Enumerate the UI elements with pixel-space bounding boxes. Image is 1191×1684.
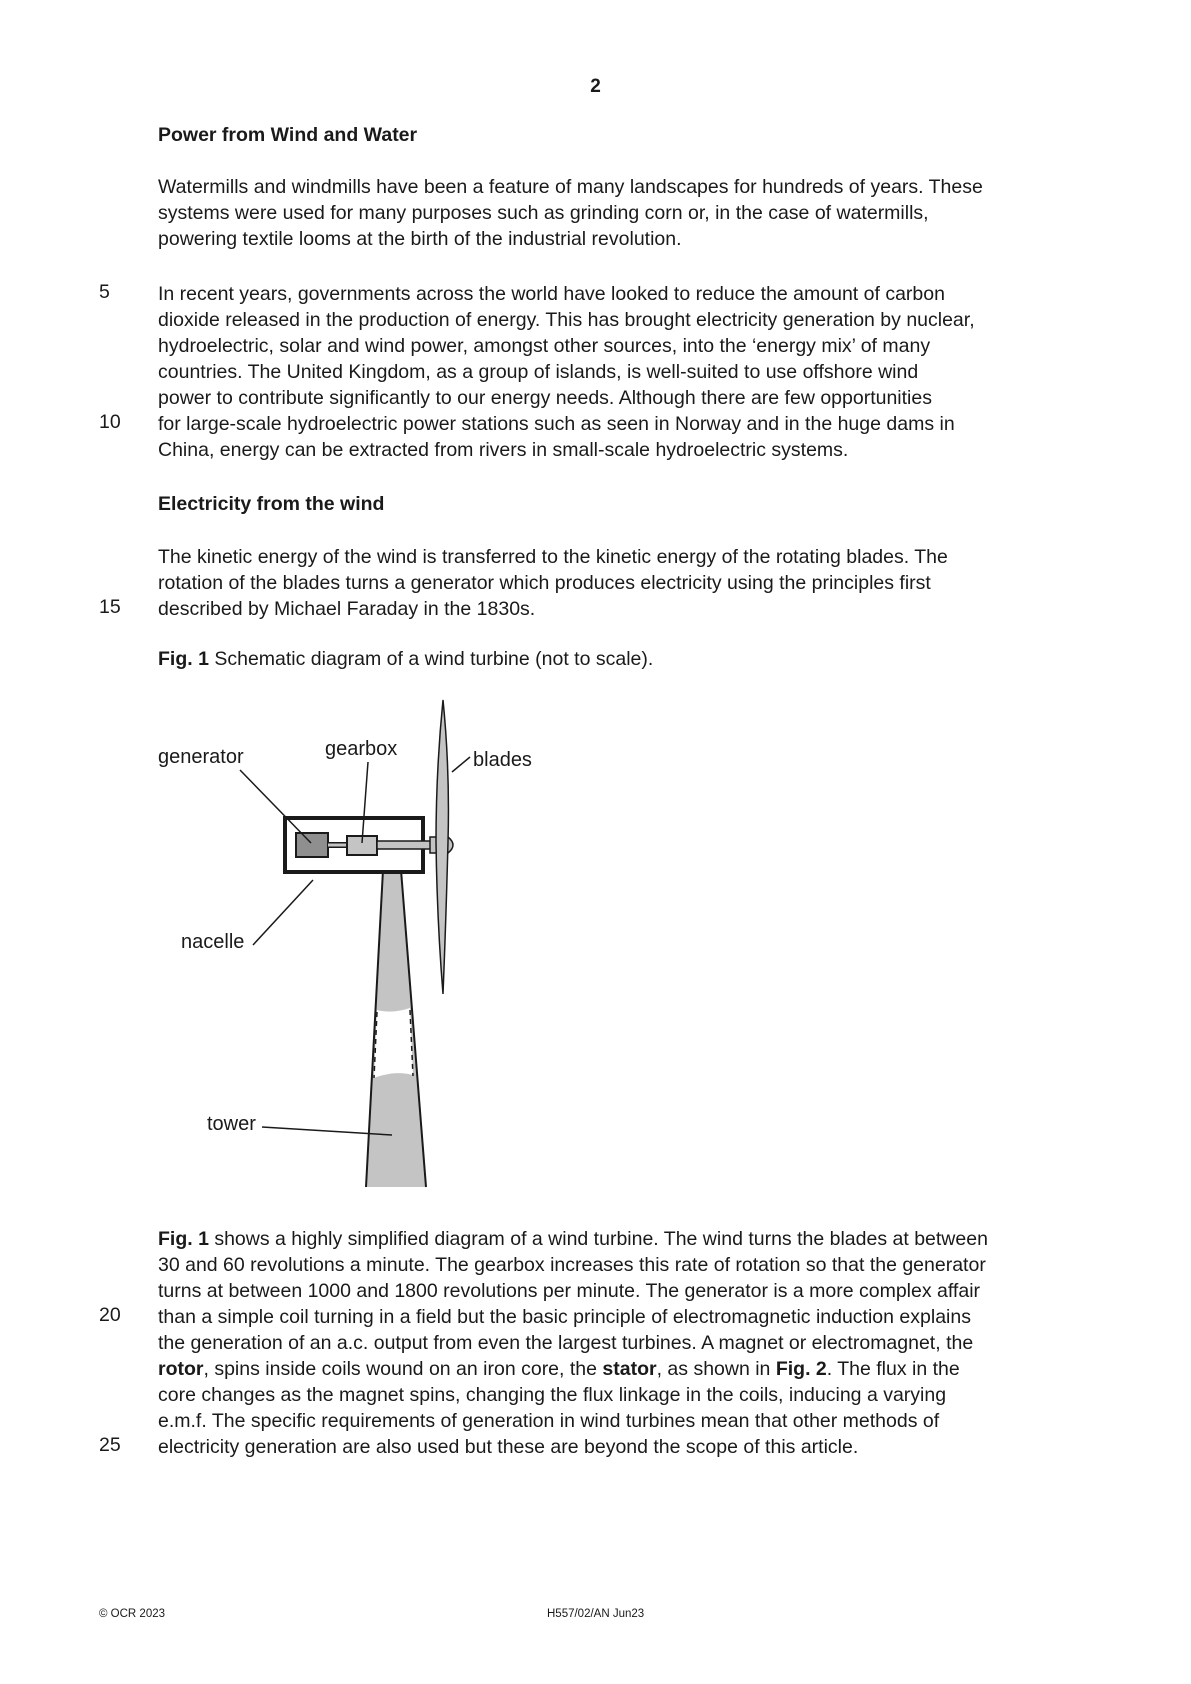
text-line: 30 and 60 revolutions a minute. The gearbox increases this rate of rotation so that the generator [158,1254,986,1276]
leader-nacelle [253,880,313,945]
text-span: . The flux in the [826,1358,960,1380]
page-number: 2 [590,76,601,97]
rotor-term: rotor [158,1358,204,1380]
fig1-reference: Fig. 1 [158,1228,209,1250]
text-span: shows a highly simplified diagram of a wind turbine. The wind turns the blades at between [208,1228,988,1250]
text-line: hydroelectric, solar and wind power, amongst other sources, into the ‘energy mix’ of many [158,335,931,357]
leader-generator [240,770,311,843]
text-line: In recent years, governments across the world have looked to reduce the amount of carbon [158,283,945,305]
figure-label: Fig. 1 [158,648,209,670]
figure-caption-text: Schematic diagram of a wind turbine (not to scale). [208,648,654,670]
blades-shape [436,700,448,994]
label-generator: generator [158,746,244,768]
footer-code: H557/02/AN Jun23 [547,1608,645,1620]
text-line: countries. The United Kingdom, as a group of islands, is well-suited to use offshore wind [158,361,919,383]
footer-copyright: © OCR 2023 [99,1608,166,1620]
text-line: systems were used for many purposes such as grinding corn or, in the case of watermills, [158,202,929,224]
text-line: for large-scale hydroelectric power stations such as seen in Norway and in the huge dams in [158,413,955,435]
stator-term: stator [602,1358,657,1380]
text-line: China, energy can be extracted from rivers in small-scale hydroelectric systems. [158,439,849,461]
text-line: electricity generation are also used but these are beyond the scope of this article. [158,1436,859,1458]
label-blades: blades [473,749,532,771]
text-line: core changes as the magnet spins, changing the flux linkage in the coils, inducing a varying [158,1384,947,1406]
line-number-20: 20 [99,1304,121,1326]
line-number-25: 25 [99,1434,121,1456]
text-line: power to contribute significantly to our energy needs. Although there are few opportunities [158,387,932,409]
text-span: , spins inside coils wound on an iron core, the [203,1358,603,1380]
label-tower: tower [207,1113,256,1135]
text-line: powering textile looms at the birth of the industrial revolution. [158,228,682,250]
fig2-reference: Fig. 2 [775,1358,827,1380]
label-gearbox: gearbox [325,738,398,760]
line-number-15: 15 [99,596,121,618]
text-line: than a simple coil turning in a field but the basic principle of electromagnetic induction explains [158,1306,971,1328]
paragraph-fig1-description [158,1226,1108,1460]
text-line: described by Michael Faraday in the 1830s. [158,598,536,620]
text-line: e.m.f. The specific requirements of generation in wind turbines mean that other methods of [158,1410,940,1432]
leader-blades [452,757,470,772]
tower-break [374,1008,413,1078]
generator-block [296,833,328,857]
text-line [158,1356,1108,1382]
text-line: turns at between 1000 and 1800 revolutions per minute. The generator is a more complex affair [158,1280,981,1302]
text-line: Watermills and windmills have been a feature of many landscapes for hundreds of years. These [158,176,983,198]
text-line: dioxide released in the production of energy. This has brought electricity generation by nuclear, [158,309,975,331]
text-line: The kinetic energy of the wind is transferred to the kinetic energy of the rotating blades. The [158,546,948,568]
section-heading-electricity: Electricity from the wind [158,493,385,515]
label-nacelle: nacelle [181,931,245,953]
line-number-10: 10 [99,411,121,433]
text-line [158,1226,1108,1252]
text-line: the generation of an a.c. output from even the largest turbines. A magnet or electromagnet, the [158,1332,974,1354]
section-heading-power: Power from Wind and Water [158,124,418,146]
line-number-5: 5 [99,281,110,303]
text-line: rotation of the blades turns a generator which produces electricity using the principles first [158,572,931,594]
text-span: , as shown in [656,1358,776,1380]
